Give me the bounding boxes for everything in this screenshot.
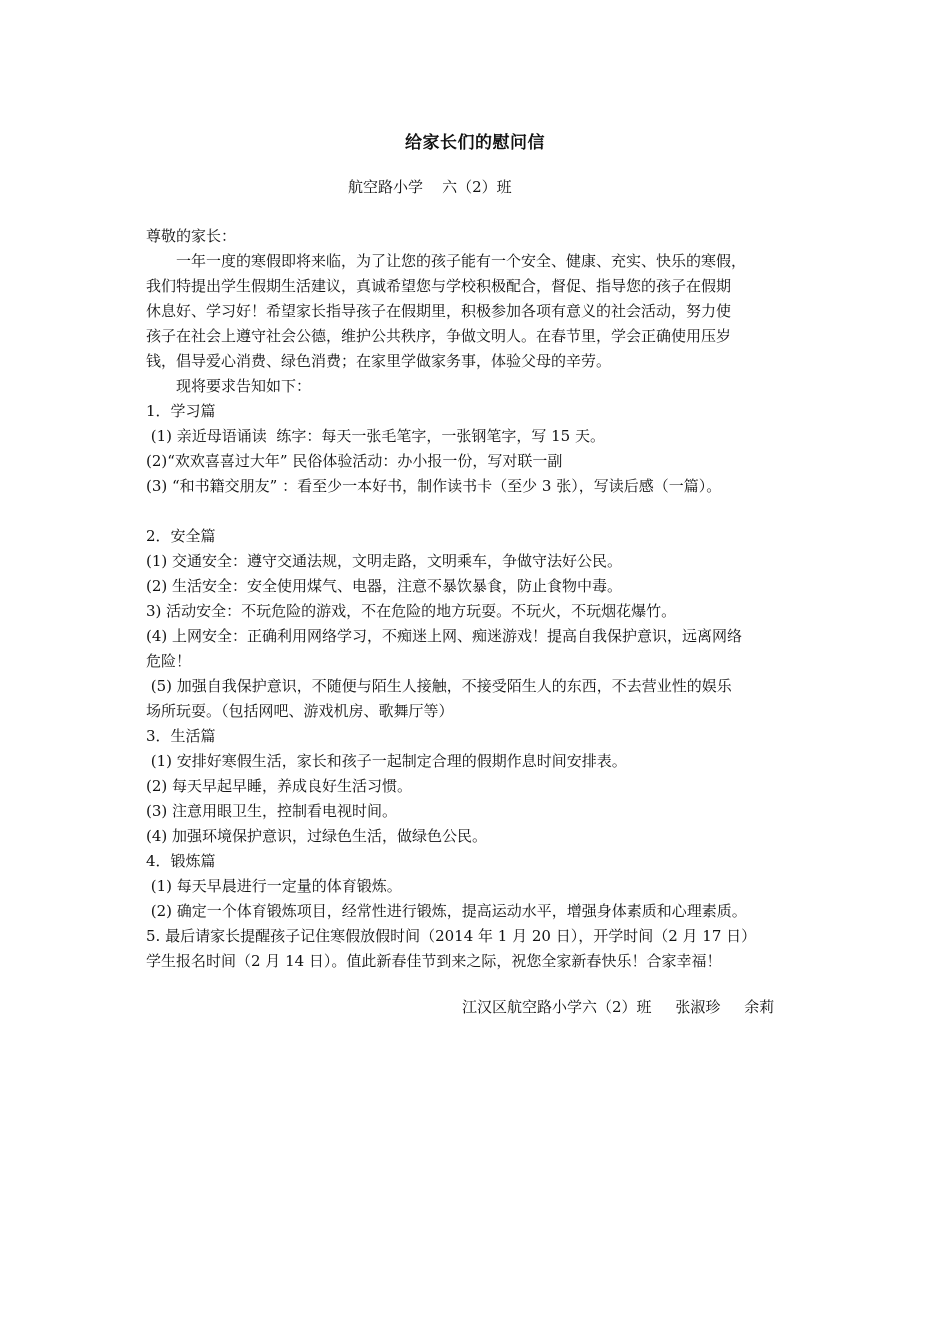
- requirements-intro: 现将要求告知如下：: [176, 377, 312, 395]
- list-item: (2) 确定一个体育锻炼项目，经常性进行锻炼，提高运动水平，增强身体素质和心理素质。: [146, 902, 747, 920]
- closing-line: 5. 最后请家长提醒孩子记住寒假放假时间（2014 年 1 月 20 日），开学时间（2 月 17 日）: [146, 927, 757, 945]
- list-item: (2) 生活安全：安全使用煤气、电器，注意不暴饮暴食，防止食物中毒。: [146, 577, 623, 595]
- list-item: 危险！: [146, 652, 192, 670]
- list-item: (1) 亲近母语诵读 练字：每天一张毛笔字，一张钢笔字，写 15 天。: [146, 427, 605, 445]
- list-item: 3) 活动安全：不玩危险的游戏，不在危险的地方玩耍。不玩火，不玩烟花爆竹。: [146, 602, 677, 620]
- list-item: (5) 加强自我保护意识，不随便与陌生人接触，不接受陌生人的东西，不去营业性的娱乐: [146, 677, 732, 695]
- blank-line: [146, 499, 818, 524]
- list-item: (3) 注意用眼卫生，控制看电视时间。: [146, 802, 398, 820]
- list-item: (4) 上网安全：正确利用网络学习，不痴迷上网、痴迷游戏！提高自我保护意识，远离网络: [146, 627, 743, 645]
- list-item: (2)“欢欢喜喜过大年” 民俗体验活动：办小报一份，写对联一副: [146, 452, 563, 470]
- list-item: (2) 每天早起早睡，养成良好生活习惯。: [146, 777, 413, 795]
- greeting: 尊敬的家长：: [146, 227, 237, 245]
- section-heading-exercise: 4．锻炼篇: [146, 852, 216, 870]
- list-item: (4) 加强环境保护意识，过绿色生活，做绿色公民。: [146, 827, 488, 845]
- intro-line: 钱，倡导爱心消费、绿色消费；在家里学做家务事，体验父母的辛劳。: [146, 352, 612, 370]
- intro-line: 我们特提出学生假期生活建议，真诚希望您与学校积极配合，督促、指导您的孩子在假期: [146, 277, 732, 295]
- closing-line: 学生报名时间（2 月 14 日）。值此新春佳节到来之际，祝您全家新春快乐！合家幸福！: [146, 952, 722, 970]
- intro-line: 休息好、学习好！希望家长指导孩子在假期里，积极参加各项有意义的社会活动，努力使: [146, 302, 732, 320]
- signature: 江汉区航空路小学六（2）班 张淑珍 余莉: [462, 998, 775, 1016]
- school-class-subtitle: 航空路小学 六（2）班: [348, 178, 512, 196]
- letter-body: [146, 224, 818, 974]
- section-heading-safety: 2．安全篇: [146, 527, 216, 545]
- letter-title: 给家长们的慰问信: [405, 133, 545, 153]
- list-item: (1) 每天早晨进行一定量的体育锻炼。: [146, 877, 402, 895]
- list-item: (1) 安排好寒假生活，家长和孩子一起制定合理的假期作息时间安排表。: [146, 752, 627, 770]
- intro-line: 孩子在社会上遵守社会公德，维护公共秩序，争做文明人。在春节里，学会正确使用压岁: [146, 327, 732, 345]
- list-item: 场所玩耍。（包括网吧、游戏机房、歌舞厅等）: [146, 702, 454, 720]
- intro-line: 一年一度的寒假即将来临，为了让您的孩子能有一个安全、健康、充实、快乐的寒假，: [176, 252, 747, 270]
- section-heading-life: 3．生活篇: [146, 727, 216, 745]
- section-heading-study: 1．学习篇: [146, 402, 216, 420]
- list-item: (3) “和书籍交朋友” ：看至少一本好书，制作读书卡（至少 3 张），写读后感（一篇）。: [146, 477, 722, 495]
- list-item: (1) 交通安全：遵守交通法规，文明走路，文明乘车，争做守法好公民。: [146, 552, 623, 570]
